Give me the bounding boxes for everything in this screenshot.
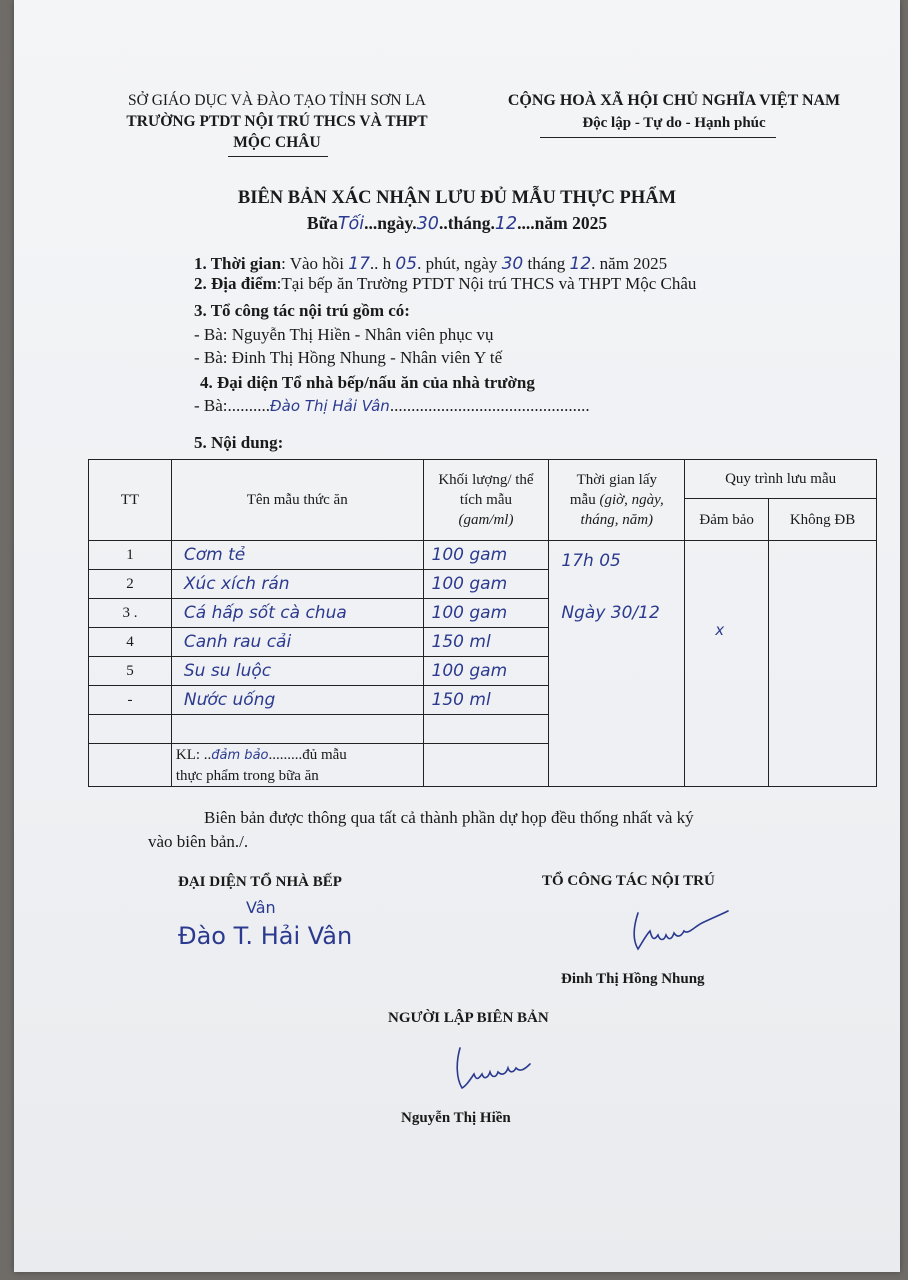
day-handwritten: 30 <box>416 214 439 234</box>
meal-handwritten: Tối <box>337 214 365 234</box>
header-right <box>484 90 864 134</box>
row-food-name: Nước uống <box>171 686 423 715</box>
conclusion-qty <box>423 744 549 787</box>
row-food-name: Canh rau cải <box>171 628 423 657</box>
header-left <box>102 90 452 153</box>
sample-time-cell <box>549 541 685 787</box>
row-food-name: Cơm tẻ <box>171 541 423 570</box>
kitchen-signature-mark: Vân <box>246 898 276 917</box>
school-name: TRƯỜNG PTDT NỘI TRÚ THCS VÀ THPT <box>126 113 428 130</box>
row-qty: 100 gam <box>423 599 549 628</box>
hour-handwritten: 17 <box>348 254 370 274</box>
subtitle-month-label: ..tháng. <box>438 213 495 233</box>
sample-time-hour: 17h 05 <box>561 551 621 571</box>
row-tt: 3 . <box>89 599 172 628</box>
place-text: :Tại bếp ăn Trường PTDT Nội trú THCS và THPT Mộc Châu <box>276 274 697 293</box>
row-qty: 100 gam <box>423 570 549 599</box>
conclusion-tt <box>89 744 172 787</box>
creator-title: NGƯỜI LẬP BIÊN BẢN <box>388 1010 549 1026</box>
conclusion-cell <box>171 744 423 787</box>
row-qty: 100 gam <box>423 657 549 686</box>
row-tt: 4 <box>89 628 172 657</box>
creator-signature-icon <box>450 1042 540 1094</box>
subtitle-day-label: ...ngày. <box>364 213 417 233</box>
month-handwritten: 12 <box>494 214 518 234</box>
conclusion-prefix: KL: .. <box>175 746 212 763</box>
agency-name: SỞ GIÁO DỤC VÀ ĐÀO TẠO TỈNH SƠN LA <box>128 92 426 109</box>
date-month-handwritten: 12 <box>569 254 592 274</box>
row-food-name: Su su luộc <box>171 657 423 686</box>
row-tt: 1 <box>89 541 172 570</box>
row-tt: 2 <box>89 570 172 599</box>
header-time-line-3: tháng, năm) <box>580 512 654 528</box>
closing-line-2: vào biên bản./. <box>148 832 249 851</box>
header-ok: Đảm bảo <box>685 499 769 541</box>
team-member-2: - Bà: Đinh Thị Hồng Nhung - Nhân viên Y tế <box>194 348 503 367</box>
header-sample-time <box>549 460 685 541</box>
ok-mark: x <box>715 621 725 639</box>
header-time-line-2b: (giờ, ngày, <box>599 492 664 508</box>
time-label: 1. Thời gian <box>194 254 282 273</box>
header-time-line-2a: mẫu <box>569 492 600 508</box>
minute-handwritten: 05 <box>395 254 418 274</box>
team-member-1: - Bà: Nguyễn Thị Hiền - Nhân viên phục vụ <box>194 325 494 344</box>
row-food-name: Xúc xích rán <box>171 570 423 599</box>
row-qty: 150 ml <box>423 686 549 715</box>
kitchen-name-handwritten: Đào Thị Hải Vân <box>270 397 390 415</box>
kitchen-prefix: - Bà:.......... <box>194 396 271 415</box>
empty-qty <box>423 715 549 744</box>
header-weight-unit: (gam/ml) <box>458 512 514 528</box>
row-tt: 5 <box>89 657 172 686</box>
time-text-5: . năm 2025 <box>591 254 668 273</box>
date-day-handwritten: 30 <box>501 254 524 274</box>
header-left-underline <box>228 156 328 157</box>
kitchen-label: 4. Đại diện Tổ nhà bếp/nấu ăn của nhà trường <box>200 373 535 392</box>
table-header-row <box>89 460 877 499</box>
header-tt: TT <box>89 460 172 541</box>
row-tt: - <box>89 686 172 715</box>
creator-name: Nguyễn Thị Hiền <box>401 1110 511 1126</box>
time-text-2: .. h <box>369 254 392 273</box>
document-page <box>14 0 900 1272</box>
header-weight-line-2: tích mẫu <box>459 492 512 508</box>
document-subtitle <box>14 213 900 234</box>
ok-cell <box>685 541 769 787</box>
header-process: Quy trình lưu mẫu <box>685 460 877 499</box>
time-text-1: : Vào hồi <box>281 254 345 273</box>
header-right-underline <box>540 137 776 138</box>
time-text-4: tháng <box>527 254 566 273</box>
country-name: CỘNG HOÀ XÃ HỘI CHỦ NGHĨA VIỆT NAM <box>507 92 841 109</box>
empty-food <box>171 715 423 744</box>
subtitle-year-label: ....năm 2025 <box>517 213 608 233</box>
section-place <box>194 274 696 294</box>
kitchen-dots: ............................................... <box>389 396 590 415</box>
not-ok-cell <box>769 541 877 787</box>
kitchen-rep-line <box>194 396 590 416</box>
team-rep-title: TỔ CÔNG TÁC NỘI TRÚ <box>542 873 715 889</box>
conclusion-suffix: .........đủ mẫu <box>268 746 347 763</box>
header-not-ok: Không ĐB <box>769 499 877 541</box>
subtitle-prefix: Bữa <box>306 213 338 233</box>
food-sample-table <box>88 459 877 787</box>
header-time-line-1: Thời gian lấy <box>576 472 657 488</box>
school-location: MỘC CHÂU <box>233 134 321 151</box>
empty-tt <box>89 715 172 744</box>
conclusion-line-2: thực phẩm trong bữa ăn <box>175 767 319 784</box>
place-label: 2. Địa điểm <box>194 274 277 293</box>
motto: Độc lập - Tự do - Hạnh phúc <box>582 115 766 131</box>
conclusion-handwritten: đảm bảo <box>211 747 269 763</box>
content-label: 5. Nội dung: <box>194 433 284 452</box>
header-weight-line-1: Khối lượng/ thể <box>438 472 534 488</box>
document-title: BIÊN BẢN XÁC NHẬN LƯU ĐỦ MẪU THỰC PHẨM <box>237 188 677 208</box>
sample-time-date: Ngày 30/12 <box>561 603 660 623</box>
row-food-name: Cá hấp sốt cà chua <box>171 599 423 628</box>
row-qty: 100 gam <box>423 541 549 570</box>
header-weight <box>423 460 549 541</box>
closing-line-1: Biên bản được thông qua tất cả thành phần dự họp đều thống nhất và ký <box>204 808 694 827</box>
team-signature-icon <box>624 905 734 955</box>
row-qty: 150 ml <box>423 628 549 657</box>
table-row <box>89 541 877 570</box>
time-text-3: . phút, ngày <box>417 254 498 273</box>
kitchen-rep-title: ĐẠI DIỆN TỔ NHÀ BẾP <box>178 874 342 890</box>
section-time <box>194 254 667 274</box>
header-food-name: Tên mẫu thức ăn <box>171 460 423 541</box>
kitchen-signature-name: Đào T. Hải Vân <box>178 922 353 950</box>
team-rep-name: Đinh Thị Hồng Nhung <box>561 971 705 987</box>
team-label: 3. Tổ công tác nội trú gồm có: <box>194 301 410 320</box>
